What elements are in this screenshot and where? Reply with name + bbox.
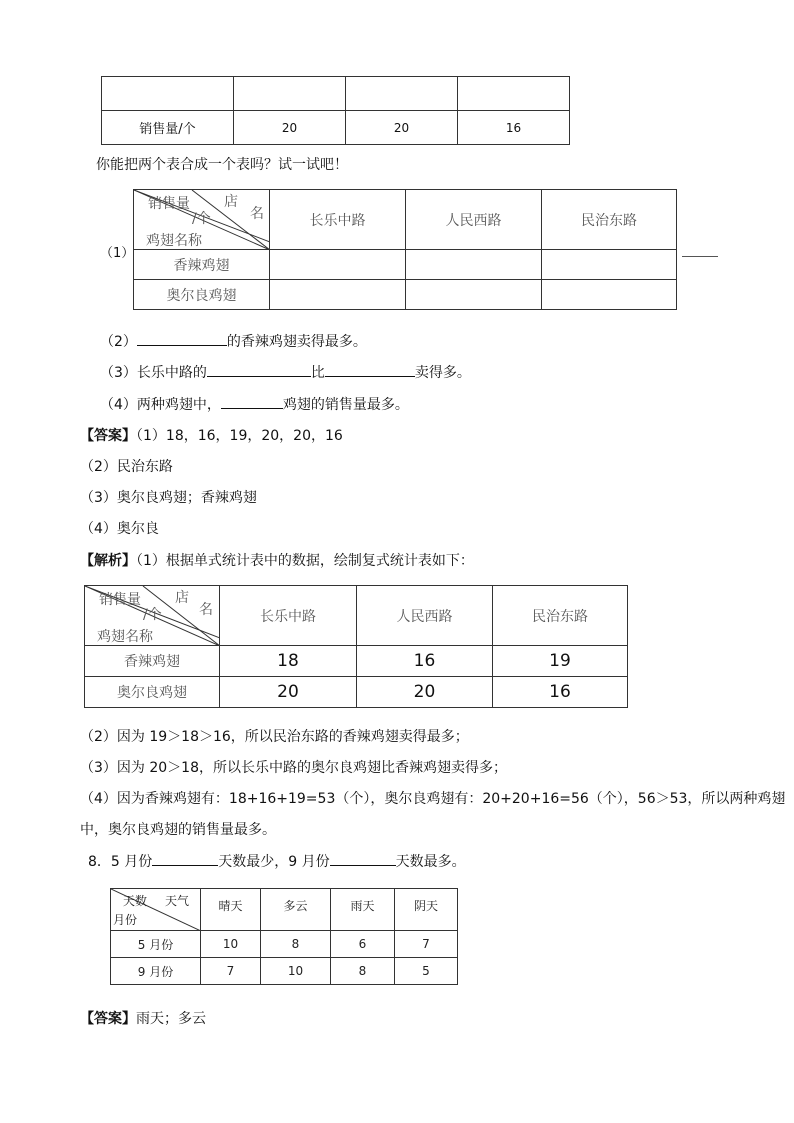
row-label: 销售量/个 — [102, 111, 234, 145]
header-store: 店 — [175, 590, 189, 606]
answer-blank — [152, 851, 218, 866]
column-header: 阴天 — [395, 889, 458, 931]
answer-3: （3）奥尔良鸡翅；香辣鸡翅 — [80, 490, 257, 506]
answer-8: 【答案】雨天；多云 — [80, 1011, 206, 1027]
row-label: 奥尔良鸡翅 — [134, 280, 270, 310]
header-month: 月份 — [113, 913, 138, 927]
cell: 18 — [220, 646, 357, 677]
table-row — [134, 250, 677, 280]
cell: 7 — [201, 958, 261, 985]
cell: 16 — [493, 677, 628, 708]
top-sales-table — [101, 76, 570, 145]
question-3: （3）长乐中路的 比 卖得多。 — [100, 362, 471, 382]
combined-table-filled — [84, 585, 628, 708]
column-header: 人民西路 — [406, 190, 542, 250]
stray-line — [682, 256, 718, 257]
column-header: 长乐中路 — [220, 586, 357, 646]
table-row — [85, 646, 628, 677]
table-row — [85, 677, 628, 708]
answer-blank — [137, 331, 227, 346]
cell: 6 — [331, 931, 395, 958]
table-row — [111, 931, 458, 958]
header-name: 名 — [250, 206, 264, 222]
table-row — [134, 190, 677, 250]
explanation-3: （3）因为 20＞18，所以长乐中路的奥尔良鸡翅比香辣鸡翅卖得多； — [80, 760, 507, 776]
table-row — [134, 280, 677, 310]
cell: 16 — [357, 646, 493, 677]
cell: 8 — [331, 958, 395, 985]
cell: 8 — [261, 931, 331, 958]
merge-prompt: 你能把两个表合成一个表吗？试一试吧！ — [96, 157, 348, 173]
header-store: 店 — [224, 194, 238, 210]
header-sales: 销售量 — [99, 592, 141, 608]
column-header: 多云 — [261, 889, 331, 931]
column-header: 长乐中路 — [270, 190, 406, 250]
cell: 10 — [201, 931, 261, 958]
cell: 5 — [395, 958, 458, 985]
analysis-label: 【解析】 — [80, 553, 136, 569]
combined-table-blank — [133, 189, 677, 310]
column-header: 民治东路 — [542, 190, 677, 250]
diagonal-header — [85, 586, 220, 646]
table-row — [102, 77, 570, 111]
analysis-1: 【解析】（1）根据单式统计表中的数据，绘制复式统计表如下： — [80, 553, 474, 569]
answer-4: （4）奥尔良 — [80, 521, 159, 537]
explanation-4a: （4）因为香辣鸡翅有：18+16+19=53（个），奥尔良鸡翅有：20+20+16=56（个），56＞53，所以两种鸡翅 — [80, 791, 786, 807]
answer-blank — [330, 851, 396, 866]
question-2: （2） 的香辣鸡翅卖得最多。 — [100, 331, 367, 351]
header-days: 天数 — [123, 894, 148, 908]
header-name: 名 — [199, 602, 213, 618]
header-item: 鸡翅名称 — [146, 233, 202, 249]
diagonal-header — [111, 889, 201, 931]
row-label: 9 月份 — [111, 958, 201, 985]
cell: 19 — [493, 646, 628, 677]
explanation-4b: 中，奥尔良鸡翅的销售量最多。 — [80, 822, 276, 838]
answer-2: （2）民治东路 — [80, 459, 173, 475]
weather-table — [110, 888, 458, 985]
cell: 10 — [261, 958, 331, 985]
answer-blank — [325, 362, 415, 377]
row-label: 香辣鸡翅 — [134, 250, 270, 280]
row-label: 5 月份 — [111, 931, 201, 958]
question-4: （4）两种鸡翅中， 鸡翅的销售量最多。 — [100, 394, 409, 414]
column-header: 民治东路 — [493, 586, 628, 646]
answer-blank — [221, 394, 283, 409]
answer-label: 【答案】 — [80, 1011, 136, 1027]
header-weather: 天气 — [165, 894, 190, 908]
cell: 20 — [220, 677, 357, 708]
cell: 20 — [346, 111, 458, 145]
answer-label: 【答案】 — [80, 428, 136, 444]
column-header: 雨天 — [331, 889, 395, 931]
diagonal-header — [134, 190, 270, 250]
column-header: 晴天 — [201, 889, 261, 931]
cell: 16 — [458, 111, 570, 145]
row-label: 香辣鸡翅 — [85, 646, 220, 677]
column-header: 人民西路 — [357, 586, 493, 646]
header-item: 鸡翅名称 — [97, 629, 153, 645]
row-label: 奥尔良鸡翅 — [85, 677, 220, 708]
table-row — [111, 958, 458, 985]
table-row — [102, 111, 570, 145]
item-index: （1） — [100, 246, 135, 261]
answer-blank — [207, 362, 311, 377]
header-sales: 销售量 — [148, 196, 190, 212]
header-unit: /个 — [143, 607, 162, 623]
explanation-2: （2）因为 19＞18＞16，所以民治东路的香辣鸡翅卖得最多； — [80, 729, 469, 745]
answer-1: 【答案】（1）18，16，19，20，20，16 — [80, 428, 343, 444]
header-unit: /个 — [192, 211, 211, 227]
table-row — [85, 586, 628, 646]
table-row — [111, 889, 458, 931]
question-8: 8．5 月份 天数最少，9 月份 天数最多。 — [88, 851, 466, 871]
cell: 7 — [395, 931, 458, 958]
cell: 20 — [234, 111, 346, 145]
cell: 20 — [357, 677, 493, 708]
